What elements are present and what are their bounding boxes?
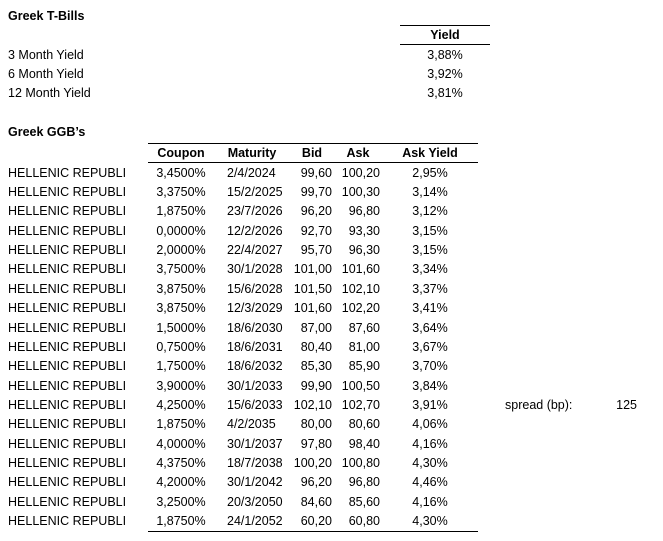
ggbs-bond-row	[8, 376, 478, 395]
bond-ask-yield: 3,15%	[412, 223, 448, 238]
bond-issuer-name: HELLENIC REPUBLI	[8, 475, 127, 490]
bond-maturity-date: 30/1/2042	[227, 475, 283, 490]
bond-bid-price: 97,80	[300, 436, 332, 451]
ggbs-bond-row	[8, 492, 478, 511]
bond-maturity-date: 2/4/2024	[227, 165, 276, 180]
bond-ask-yield: 3,67%	[412, 339, 448, 354]
bond-ask-price: 80,60	[348, 417, 380, 432]
tbills-row-label: 6 Month Yield	[8, 67, 84, 82]
bond-bid-price: 80,40	[300, 339, 332, 354]
bond-maturity-date: 12/2/2026	[227, 223, 283, 238]
bond-coupon-value: 1,8750%	[156, 514, 206, 529]
bond-ask-yield: 4,46%	[412, 475, 448, 490]
tbills-header-row	[8, 25, 490, 45]
tbills-header-spacer	[8, 25, 400, 45]
bond-coupon-value: 3,8750%	[156, 281, 206, 296]
bond-issuer-name: HELLENIC REPUBLI	[8, 320, 127, 335]
bond-issuer-name: HELLENIC REPUBLI	[8, 456, 127, 471]
ggbs-bond-row	[8, 473, 478, 492]
bond-maturity-date: 30/1/2037	[227, 436, 283, 451]
bond-ask-yield: 3,14%	[412, 185, 448, 200]
bond-ask-price: 85,90	[348, 359, 380, 374]
bond-coupon-value: 3,9000%	[156, 378, 206, 393]
bond-ask-price: 96,80	[348, 475, 380, 490]
tbills-row-label: 12 Month Yield	[8, 86, 91, 101]
ggbs-bond-row	[8, 163, 478, 182]
bond-issuer-name: HELLENIC REPUBLI	[8, 243, 127, 258]
tbills-rows	[8, 45, 490, 103]
bond-bid-price: 85,30	[300, 359, 332, 374]
bond-maturity-date: 15/2/2025	[227, 185, 283, 200]
ggbs-column-header-coupon: Coupon	[148, 143, 214, 163]
bond-ask-price: 96,80	[348, 204, 380, 219]
ggbs-column-header-ask-yield: Ask Yield	[382, 143, 478, 163]
bond-bid-price: 101,60	[293, 301, 332, 316]
tbills-row	[8, 64, 490, 83]
bond-coupon-value: 4,3750%	[156, 456, 206, 471]
bond-maturity-date: 23/7/2026	[227, 204, 283, 219]
bond-coupon-value: 3,4500%	[156, 165, 206, 180]
bond-coupon-value: 2,0000%	[156, 243, 206, 258]
bond-issuer-name: HELLENIC REPUBLI	[8, 204, 127, 219]
bond-bid-price: 101,00	[293, 262, 332, 277]
ggbs-bond-row	[8, 240, 478, 259]
bond-ask-price: 100,80	[341, 456, 380, 471]
tbills-table	[8, 25, 490, 103]
bond-ask-price: 100,30	[341, 185, 380, 200]
ggbs-bond-row	[8, 415, 478, 434]
bond-ask-price: 102,10	[341, 281, 380, 296]
bond-coupon-value: 3,8750%	[156, 301, 206, 316]
bond-coupon-value: 1,8750%	[156, 204, 206, 219]
bond-issuer-name: HELLENIC REPUBLI	[8, 436, 127, 451]
bond-maturity-date: 18/6/2030	[227, 320, 283, 335]
bond-ask-price: 87,60	[348, 320, 380, 335]
bond-maturity-date: 24/1/2052	[227, 514, 283, 529]
bond-ask-price: 102,70	[341, 397, 380, 412]
bond-issuer-name: HELLENIC REPUBLI	[8, 397, 127, 412]
bond-maturity-date: 18/6/2032	[227, 359, 283, 374]
bond-ask-yield: 3,15%	[412, 243, 448, 258]
bond-ask-price: 102,20	[341, 301, 380, 316]
ggbs-bond-row	[8, 182, 478, 201]
bond-maturity-date: 30/1/2028	[227, 262, 283, 277]
ggbs-header-spacer	[8, 143, 148, 163]
bond-coupon-value: 0,7500%	[156, 339, 206, 354]
bond-bid-price: 102,10	[293, 397, 332, 412]
bond-ask-yield: 3,37%	[412, 281, 448, 296]
bond-maturity-date: 12/3/2029	[227, 301, 283, 316]
ggbs-bond-row	[8, 357, 478, 376]
bond-ask-price: 85,60	[348, 494, 380, 509]
tbills-row	[8, 84, 490, 103]
bond-coupon-value: 1,5000%	[156, 320, 206, 335]
ggbs-table-bottom-border	[8, 531, 478, 532]
ggbs-bond-row	[8, 395, 478, 414]
ggbs-column-header-maturity: Maturity	[214, 143, 290, 163]
bond-coupon-value: 1,7500%	[156, 359, 206, 374]
bond-issuer-name: HELLENIC REPUBLI	[8, 339, 127, 354]
bond-ask-price: 60,80	[348, 514, 380, 529]
bond-bid-price: 101,50	[293, 281, 332, 296]
tbills-yield-column-header: Yield	[400, 25, 490, 45]
bond-issuer-name: HELLENIC REPUBLI	[8, 165, 127, 180]
tbills-row-yield-value: 3,92%	[427, 67, 463, 82]
bond-coupon-value: 4,0000%	[156, 436, 206, 451]
bond-maturity-date: 30/1/2033	[227, 378, 283, 393]
bond-ask-yield: 4,30%	[412, 456, 448, 471]
bond-ask-yield: 4,16%	[412, 494, 448, 509]
bond-maturity-date: 18/6/2031	[227, 339, 283, 354]
bond-issuer-name: HELLENIC REPUBLI	[8, 223, 127, 238]
bond-bid-price: 96,20	[300, 204, 332, 219]
ggbs-bond-row	[8, 279, 478, 298]
bond-bid-price: 87,00	[300, 320, 332, 335]
bond-bid-price: 80,00	[300, 417, 332, 432]
bond-ask-yield: 3,70%	[412, 359, 448, 374]
bond-maturity-date: 18/7/2038	[227, 456, 283, 471]
bond-ask-price: 98,40	[348, 436, 380, 451]
tbills-row-yield-value: 3,81%	[427, 86, 463, 101]
bond-ask-yield: 2,95%	[412, 165, 448, 180]
bond-ask-yield: 4,16%	[412, 436, 448, 451]
bond-maturity-date: 4/2/2035	[227, 417, 276, 432]
bond-issuer-name: HELLENIC REPUBLI	[8, 359, 127, 374]
ggbs-rows	[8, 163, 478, 531]
bond-coupon-value: 3,3750%	[156, 185, 206, 200]
bond-ask-yield: 3,64%	[412, 320, 448, 335]
bond-bid-price: 84,60	[300, 494, 332, 509]
bond-bid-price: 99,60	[300, 165, 332, 180]
bond-bid-price: 100,20	[293, 456, 332, 471]
bond-bid-price: 96,20	[300, 475, 332, 490]
tbills-section-title: Greek T-Bills	[8, 9, 85, 23]
bond-bid-price: 92,70	[300, 223, 332, 238]
bond-ask-yield: 3,34%	[412, 262, 448, 277]
bond-issuer-name: HELLENIC REPUBLI	[8, 262, 127, 277]
bond-coupon-value: 1,8750%	[156, 417, 206, 432]
spread-label: spread (bp):	[505, 398, 573, 412]
bond-bid-price: 60,20	[300, 514, 332, 529]
bond-maturity-date: 15/6/2033	[227, 397, 283, 412]
bond-maturity-date: 15/6/2028	[227, 281, 283, 296]
ggbs-bond-row	[8, 337, 478, 356]
bond-coupon-value: 3,7500%	[156, 262, 206, 277]
bond-ask-price: 101,60	[341, 262, 380, 277]
bond-ask-yield: 3,12%	[412, 204, 448, 219]
bond-ask-yield: 4,06%	[412, 417, 448, 432]
bond-bid-price: 99,90	[300, 378, 332, 393]
ggbs-column-header-ask: Ask	[334, 143, 382, 163]
bond-ask-yield: 4,30%	[412, 514, 448, 529]
ggbs-section-title: Greek GGB’s	[8, 125, 86, 139]
bond-ask-price: 100,20	[341, 165, 380, 180]
bond-bid-price: 99,70	[300, 185, 332, 200]
ggbs-bond-row	[8, 453, 478, 472]
ggbs-bond-row	[8, 299, 478, 318]
bond-ask-yield: 3,91%	[412, 397, 448, 412]
ggbs-bond-row	[8, 260, 478, 279]
bond-issuer-name: HELLENIC REPUBLI	[8, 281, 127, 296]
bond-maturity-date: 22/4/2027	[227, 243, 283, 258]
tbills-row-yield-value: 3,88%	[427, 47, 463, 62]
ggbs-bond-row	[8, 434, 478, 453]
ggbs-bond-row	[8, 202, 478, 221]
bond-ask-price: 96,30	[348, 243, 380, 258]
bond-ask-yield: 3,41%	[412, 301, 448, 316]
bond-issuer-name: HELLENIC REPUBLI	[8, 301, 127, 316]
ggbs-bond-row	[8, 221, 478, 240]
bond-ask-price: 93,30	[348, 223, 380, 238]
bond-issuer-name: HELLENIC REPUBLI	[8, 417, 127, 432]
tbills-row-label: 3 Month Yield	[8, 47, 84, 62]
bond-coupon-value: 4,2000%	[156, 475, 206, 490]
bond-issuer-name: HELLENIC REPUBLI	[8, 514, 127, 529]
bond-coupon-value: 3,2500%	[156, 494, 206, 509]
spread-value: 125	[616, 398, 637, 412]
bond-issuer-name: HELLENIC REPUBLI	[8, 494, 127, 509]
bond-maturity-date: 20/3/2050	[227, 494, 283, 509]
ggbs-bond-row	[8, 318, 478, 337]
bond-issuer-name: HELLENIC REPUBLI	[8, 185, 127, 200]
tbills-row	[8, 45, 490, 64]
bond-bid-price: 95,70	[300, 243, 332, 258]
bond-ask-price: 81,00	[348, 339, 380, 354]
bond-ask-price: 100,50	[341, 378, 380, 393]
ggbs-column-header-bid: Bid	[290, 143, 334, 163]
bond-issuer-name: HELLENIC REPUBLI	[8, 378, 127, 393]
bond-ask-yield: 3,84%	[412, 378, 448, 393]
ggbs-bond-row	[8, 511, 478, 530]
ggbs-table	[8, 143, 478, 532]
bond-coupon-value: 0,0000%	[156, 223, 206, 238]
ggbs-header-row	[8, 143, 478, 163]
bond-coupon-value: 4,2500%	[156, 397, 206, 412]
